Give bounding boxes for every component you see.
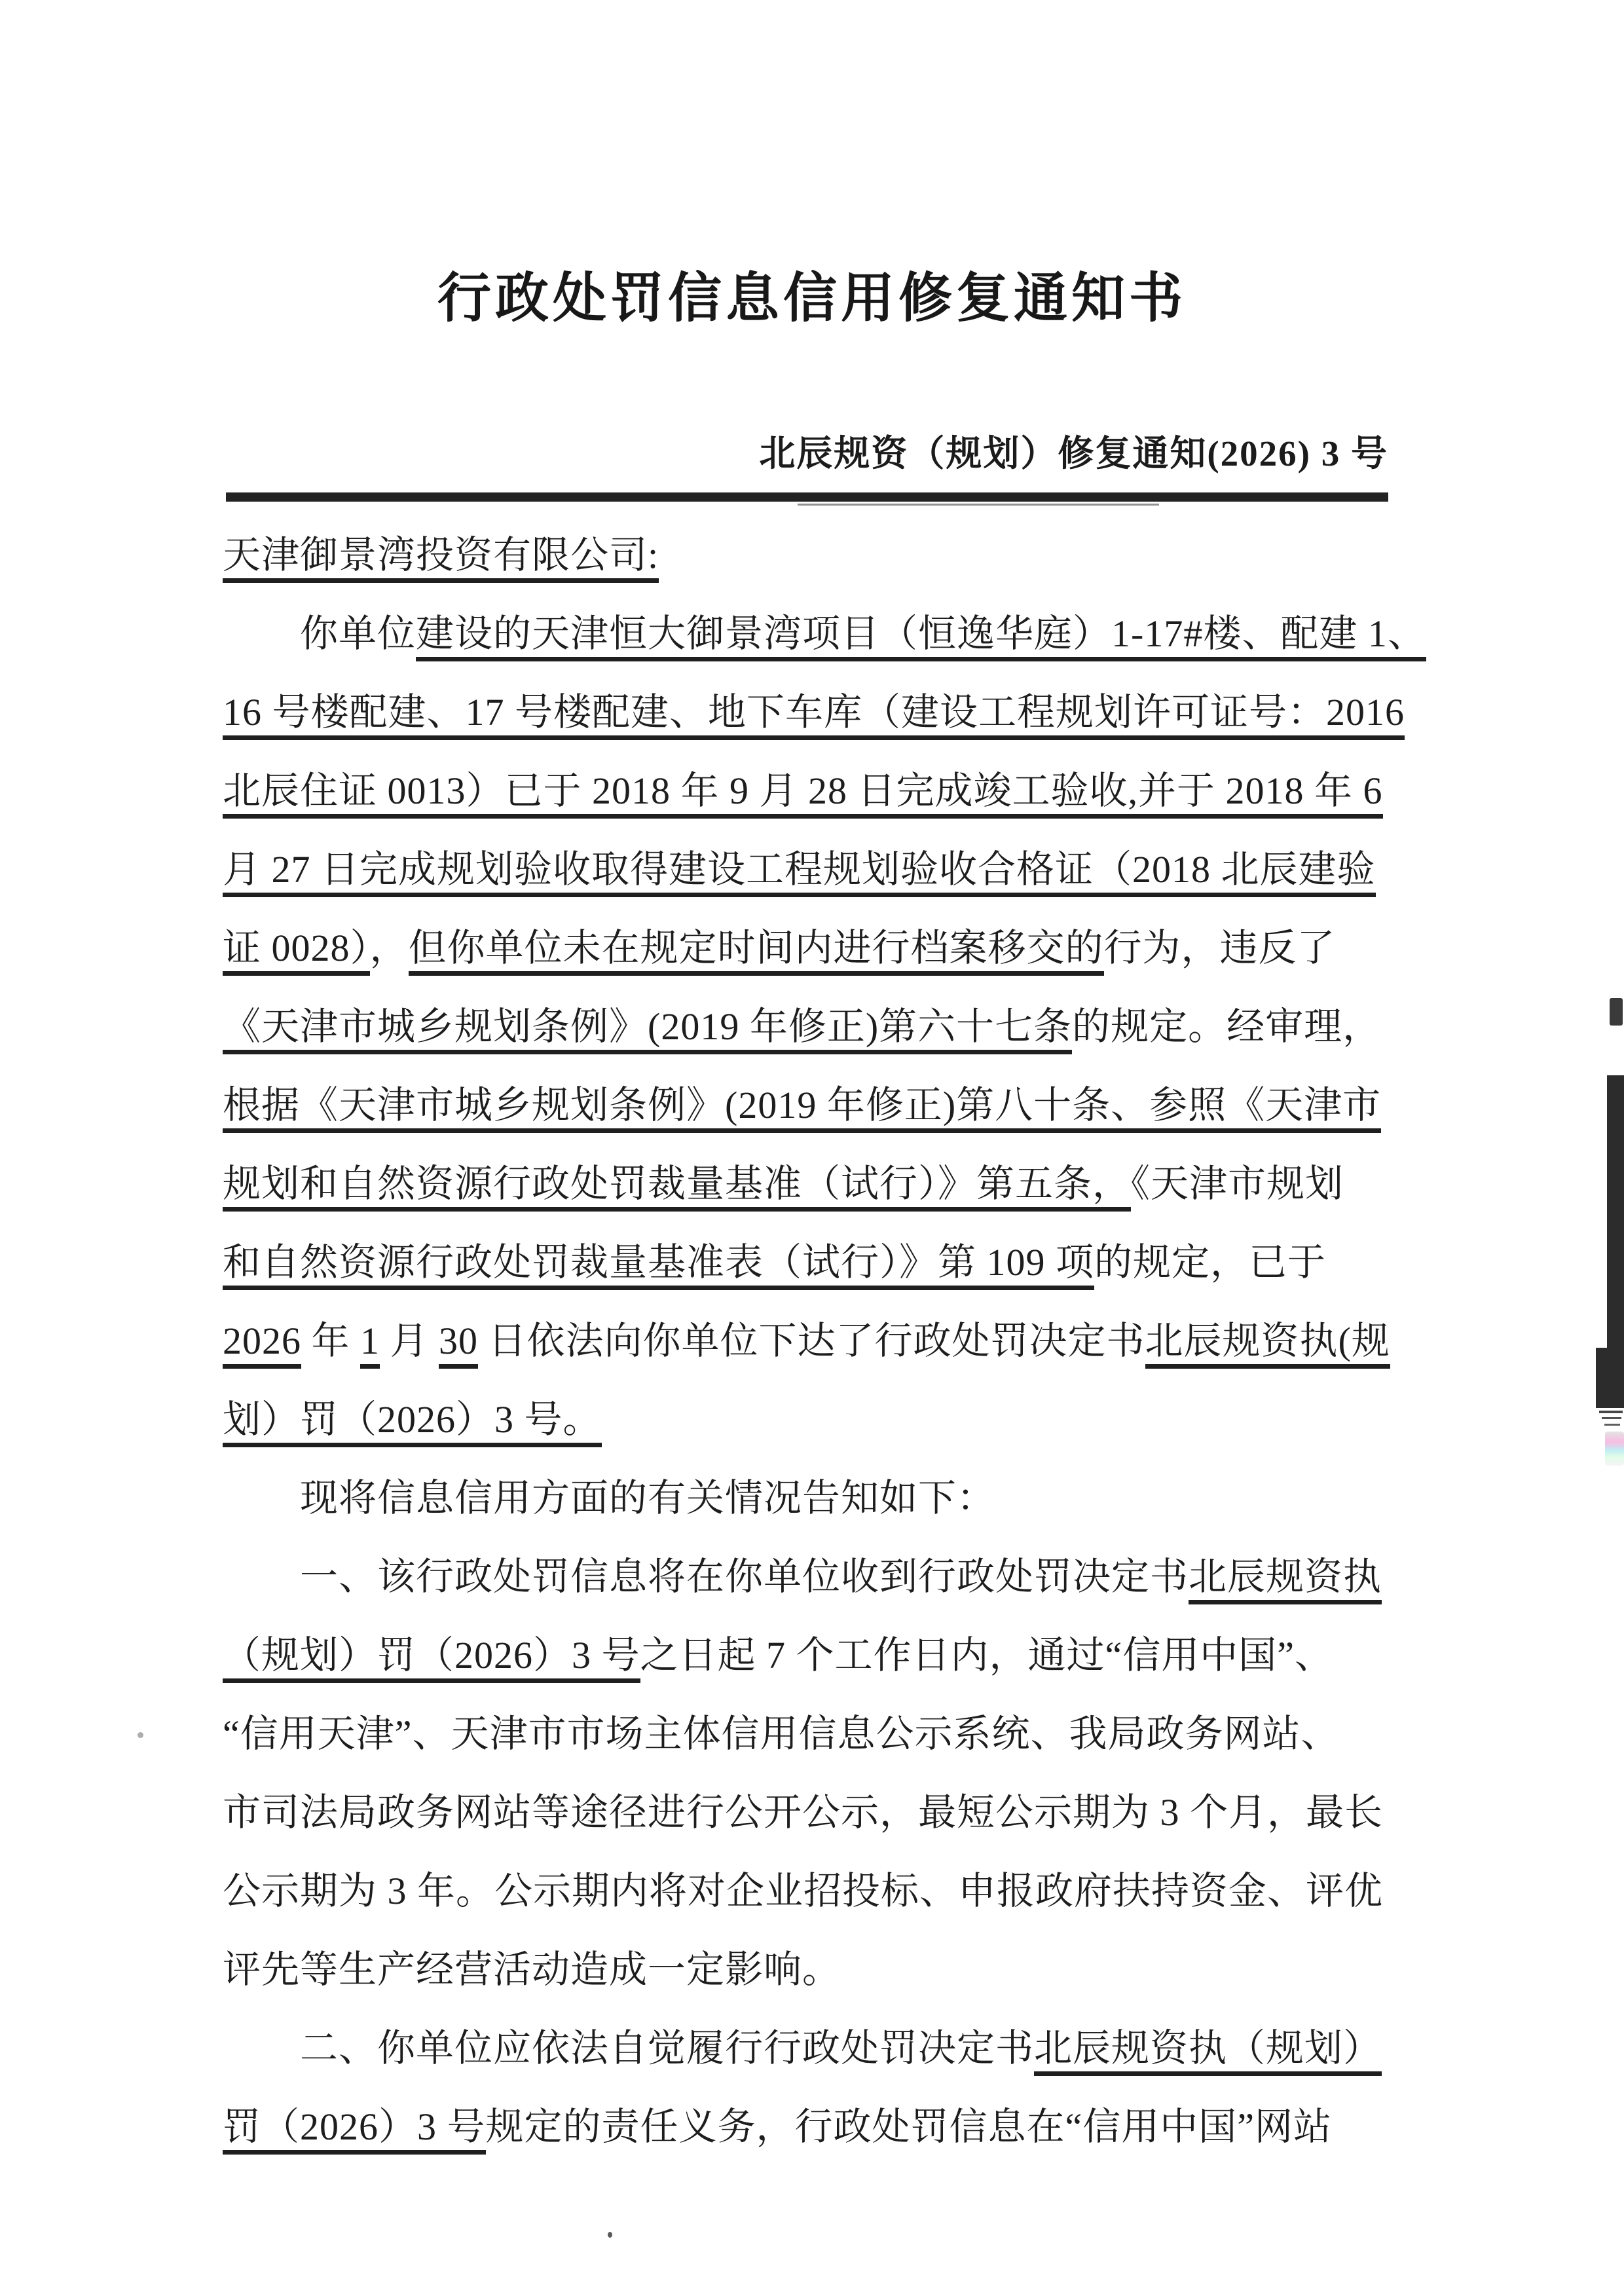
text-segment: 市司法局政务网站等途径进行公开公示，最短公示期为 3 个月，最长 — [223, 1791, 1384, 1834]
underlined-segment: 北辰规资执(规 — [1145, 1320, 1390, 1369]
body-line — [223, 1459, 1401, 1538]
underlined-segment: 规划和自然资源行政处罚裁量基准（试行）》第五条， — [223, 1162, 1131, 1212]
text-segment: 《天津市规划 — [1131, 1162, 1344, 1205]
scan-artifact-dash — [1604, 1424, 1620, 1426]
underlined-segment: 罚（2026）3 号 — [223, 2105, 486, 2155]
text-segment: 的规定。经审理， — [1072, 1005, 1382, 1048]
document-number: 北辰规资（规划）修复通知(2026) 3 号 — [759, 434, 1388, 473]
body-line — [223, 1773, 1401, 1852]
underlined-segment: 北辰住证 0013）已于 2018 年 9 月 28 日完成竣工验收,并于 2018 年 6 — [223, 769, 1383, 819]
scan-speck — [138, 1732, 143, 1738]
text-segment: “信用天津”、天津市市场主体信用信息公示系统、我局政务网站、 — [223, 1713, 1340, 1755]
body-line — [223, 2088, 1401, 2166]
scan-artifact-dash — [1599, 1411, 1623, 1413]
underlined-segment: 北辰规资执（规划） — [1034, 2027, 1382, 2076]
underlined-segment: 16 号楼配建、17 号楼配建、地下车库（建设工程规划许可证号：2016 — [223, 691, 1405, 740]
scan-artifact-right-edge-bar — [1607, 1075, 1624, 1354]
underlined-segment: 根据《天津市城乡规划条例》(2019 年修正)第八十条、参照《天津市 — [223, 1084, 1381, 1133]
underlined-segment: 但你单位未在规定时间内进行档案移交的 — [409, 927, 1104, 976]
body-line — [223, 830, 1401, 909]
text-segment: 规定的责任义务，行政处罚信息在“信用中国”网站 — [485, 2105, 1333, 2148]
recipient-name: 天津御景湾投资有限公司: — [223, 534, 659, 583]
document-body — [223, 516, 1426, 2166]
underlined-segment: 1 — [360, 1320, 380, 1369]
body-line — [223, 1695, 1401, 1773]
underlined-segment: 2026 — [223, 1320, 301, 1369]
body-line — [223, 2009, 1401, 2088]
text-segment: 之日起 7 个工作日内，通过“信用中国”、 — [640, 1634, 1334, 1676]
text-segment: 二、你单位应依法自觉履行行政处罚决定书 — [300, 2027, 1035, 2069]
underlined-segment: （规划）罚（2026）3 号 — [223, 1634, 640, 1683]
scan-artifact-right-edge-blob — [1596, 1348, 1624, 1408]
body-line — [223, 1223, 1401, 1302]
document-title: 行政处罚信息信用修复通知书 — [437, 268, 1187, 328]
underlined-segment: 划）罚（2026）3 号。 — [223, 1398, 602, 1447]
underlined-segment: 月 27 日完成规划验收取得建设工程规划验收合格证（2018 北辰建验 — [223, 848, 1376, 897]
text-segment: 日依法向你单位下达了行政处罚决定书 — [478, 1320, 1145, 1362]
scan-artifact-tick — [1610, 998, 1623, 1026]
underlined-segment: 和自然资源行政处罚裁量基准表（试行）》第 109 项 — [223, 1241, 1094, 1290]
text-segment: 你单位 — [300, 612, 416, 655]
underlined-segment: 证 0028） — [223, 927, 370, 976]
text-segment: 一、该行政处罚信息将在你单位收到行政处罚决定书 — [300, 1555, 1189, 1598]
body-line — [223, 1852, 1401, 1931]
underlined-segment: 北辰规资执 — [1189, 1555, 1382, 1604]
body-line — [223, 1066, 1401, 1145]
body-line — [223, 1931, 1401, 2009]
text-segment: 月 — [380, 1320, 439, 1362]
body-line — [223, 673, 1405, 752]
underlined-segment: 建设的天津恒大御景湾项目（恒逸华庭）1-17#楼、配建 1、 — [416, 612, 1426, 661]
text-segment: 现将信息信用方面的有关情况告知如下： — [300, 1477, 996, 1519]
body-line — [223, 1380, 1401, 1459]
body-line — [223, 752, 1401, 830]
text-segment: 的规定，已于 — [1094, 1241, 1327, 1284]
body-line — [223, 1538, 1401, 1616]
body-line — [223, 909, 1401, 988]
underlined-segment: 《天津市城乡规划条例》(2019 年修正)第六十七条 — [223, 1005, 1072, 1054]
body-line — [223, 988, 1401, 1066]
underlined-segment: 30 — [439, 1320, 478, 1369]
header-divider-smudge — [798, 504, 1159, 506]
body-line — [223, 595, 1426, 673]
scan-artifact-dash — [1602, 1417, 1621, 1419]
text-segment: 年 — [301, 1320, 361, 1362]
header-divider-rule — [226, 492, 1388, 502]
text-segment: 行为，违反了 — [1103, 927, 1336, 969]
scan-speck — [608, 2232, 612, 2238]
body-line — [223, 1616, 1401, 1695]
text-segment: 评先等生产经营活动造成一定影响。 — [223, 1948, 841, 1991]
scan-artifact-color-smudge — [1605, 1432, 1624, 1466]
text-segment: ， — [369, 927, 409, 969]
body-line — [223, 1145, 1401, 1223]
text-segment: 公示期为 3 年。公示期内将对企业招投标、申报政府扶持资金、评优 — [223, 1870, 1384, 1912]
recipient-line — [223, 516, 1401, 595]
body-line — [223, 1302, 1401, 1380]
